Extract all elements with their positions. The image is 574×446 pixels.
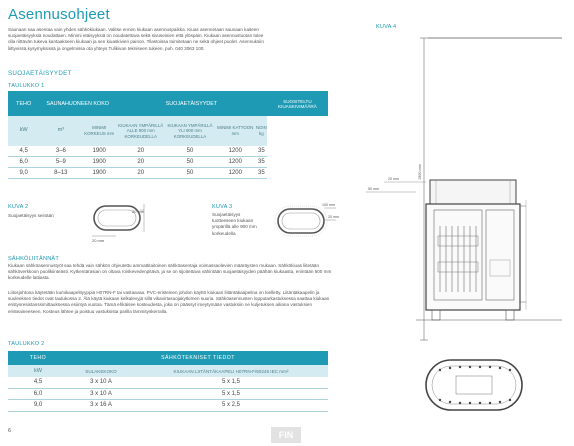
th2-kaapeli: KIUKAAN LIITÄNTÄKAAPELI H07RN-F/60245 IEC mm² [134,365,328,377]
kuva3-diagram [274,199,344,249]
table-sahkotekniset [8,351,328,412]
th-suositeltu: SUOSITELTU KIUASKIVIMÄÄRÄ [267,91,328,116]
intro-paragraph: Saunaan saa asentaa vain yhden sähkökiukaan. Valitse ennen kiukaan asennuspaikka. Kiuas asennetaan saunaan kaiteen suojaetäisyyksiä noudattaen. Minimi etäisyyksiä on noudatettava sekä sivuseinien että ylöspäin. Kiukaan asennustuotan tulee olla riittävän tukeva kantaakseen kiukaan ja sen kiuaskivien painon. Tilastoissa toimitetaan ne sekä ohjeet puolet. Asennuksiin liittyvissä kysymyksissä ja ongelmissa ota yhteys Tulikivan tekniseen tukeen, puh. 040 3063 100. [8,27,264,51]
th-kiukaan-yli: KIUKAAN YMPÄRILLÄ YLI 900 mm KORKEUDELLA [165,116,214,146]
kuva2-dim-side: 20 mm [132,209,145,214]
cell-kw: 4,5 [8,146,39,157]
kuva2-diagram [88,198,168,248]
cell-alle: 20 [116,168,165,179]
cell-m3: 5–9 [39,157,82,168]
electric-paragraph-1: Kiukaan sähköasennustyöt saa tehdä vain sähkön ohjeutettu ammattitaitoinen sähköasentaja voimassaolevien määräysten mukaan. Sähkökiuas liitetään sähköverkkoon puolikiinteästi. Kytkentärasian on oltava roiskevedenpitävä, ja se on sijoitettava vähintään suojaetäisyyden päähän kiukaasta, enintään 500 mm korkeudelle lattiasta. [8,263,332,281]
cell-kg: 35 [256,146,267,157]
cell-m3: 8–13 [39,168,82,179]
cell-kw: 6,0 [8,388,68,400]
cell-yli: 50 [165,146,214,157]
electric-paragraph-2: Liitosjohtona käytetään kumikaapelityyppiä H07RN-F tai vastaavaa. PVC-eristeinen johdon käyttö kiukaan liitäntäkaapelina on kielletty. Liitäntäkaapelin ja suuleeksen tiedot ovat taulukossa 2. Älä käytä kiukaan kelkalevyjä sillä vikavirtasuojakytkimen suuria. Sähköasennusten lopputarkastuksessa saattaa kiukaan eristysresistanssimittauksessa esiintyä vuotoa. Tämä ehkäisee kosteudesta, joka on päässyt imeytymään vastuksiin ne kuljetuksen aikana vastuksien eristeaineeseen. Kosteus lähtee ja poistuu vastuksista parilla lämmityskerralla. [8,290,330,314]
th2-teho: TEHO [8,351,68,365]
cell-alle: 20 [116,146,165,157]
kuva4-dim-height: 1900 mm [418,164,422,180]
page-title: Asennusohjeet [8,6,110,23]
kuva4-label: KUVA 4 [376,24,397,30]
cell-katto: 1200 [215,168,256,179]
table-suojaetaisyydet [8,91,328,179]
language-tab[interactable]: FIN [271,427,301,443]
cell-korkeus: 1900 [82,157,116,168]
cell-sulake: 3 x 16 A [68,400,134,412]
cell-kw: 9,0 [8,168,39,179]
cell-kaapeli: 5 x 1,5 [134,377,328,388]
cell-sulake: 3 x 10 A [68,388,134,400]
cell-yli: 50 [165,168,214,179]
kuva3-dim-top: 100 mm [322,203,335,207]
th-noin-kg: NOIN kg [256,116,267,146]
page-number: 6 [8,428,12,434]
th-teho: TEHO [8,91,39,116]
cell-m3: 3–6 [39,146,82,157]
cell-kg: 35 [256,157,267,168]
cell-yli: 50 [165,157,214,168]
kuva3-label: KUVA 3 [212,204,233,210]
cell-korkeus: 1900 [82,146,116,157]
cell-kw: 4,5 [8,377,68,388]
heater-outline [278,209,324,233]
heater-inner [98,210,136,226]
cell-katto: 1200 [215,157,256,168]
cell-katto: 1200 [215,146,256,157]
heater-top [430,180,516,204]
kuva4-dim-50: 50 mm [368,187,379,191]
th-kw: kW [8,116,39,146]
table-row [8,377,328,388]
th-kiukaan-alle: KIUKAAN YMPÄRILLÄ ALLE 900 mm KORKEUDELLA [116,116,165,146]
th2-sulake: SULAKEKOKO [68,365,134,377]
th-saunahuone: SAUNAHUONEEN KOKO [39,91,116,116]
kuva3-caption: Suojaetäisyys tuotteeseen kiukaan ympärillä alle 900 mm korkeudella [212,212,257,236]
cell-kw: 9,0 [8,400,68,412]
cell-kaapeli: 5 x 2,5 [134,400,328,412]
th-m3: m³ [39,116,82,146]
kuva4-dim-20: 20 mm [388,177,399,181]
kuva4-diagram [366,30,566,426]
cell-kaapeli: 5 x 1,5 [134,388,328,400]
section-heading-sahkoliitannat: SÄHKÖLIITÄNNÄT [8,256,59,262]
kuva2-dim-bottom: 20 mm [92,238,105,243]
cell-korkeus: 1900 [82,168,116,179]
table-row [8,388,328,400]
table1-label: TAULUKKO 1 [8,83,45,89]
table-row [8,168,328,179]
th2-sahko: SÄHKÖTEKNISET TIEDOT [68,351,328,365]
table2-label: TAULUKKO 2 [8,341,45,347]
cell-alle: 20 [116,157,165,168]
cell-kw: 6,0 [8,157,39,168]
th-minimi-kattoon: MINIMI KATTOON mm [215,116,256,146]
cell-kg: 35 [256,168,267,179]
heater-plan-outline [426,360,522,410]
th2-kw: kW [8,365,68,377]
table-row [8,157,328,168]
table-row [8,400,328,412]
kuva2-caption: Suojaetäisyys seinään [8,213,54,218]
th-minimi-korkeus: MINIMI KORKEUS mm [82,116,116,146]
section-heading-suojaetaisyydet: SUOJAETÄISYYDET [8,70,72,77]
table-row [8,146,328,157]
th-suojaetaisyydet: SUOJAETÄISYYDET [116,91,267,116]
kuva2-label: KUVA 2 [8,204,29,210]
cell-sulake: 3 x 10 A [68,377,134,388]
kuva3-dim-side: 20 mm [328,215,339,219]
plan-holes [439,366,511,404]
